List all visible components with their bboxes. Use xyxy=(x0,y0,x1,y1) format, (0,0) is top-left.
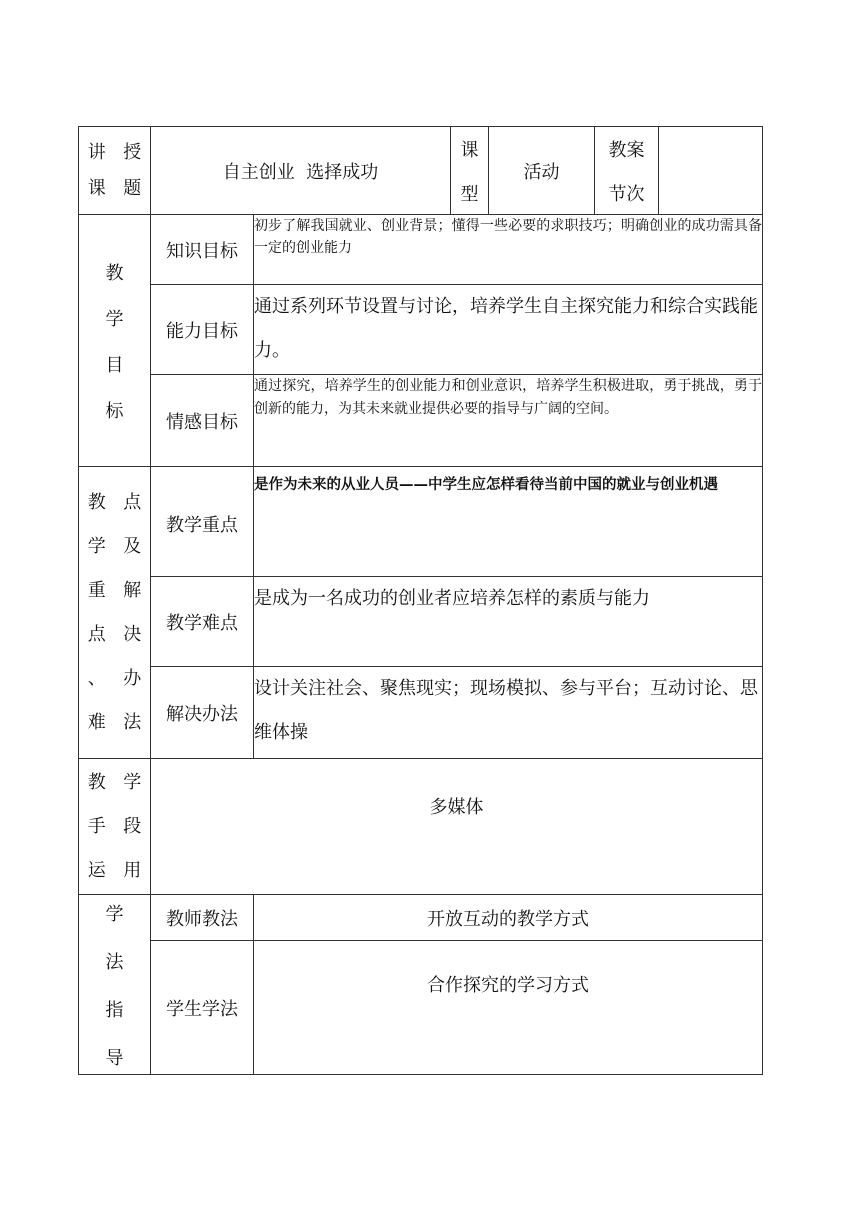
difficulty-text: 是成为一名成功的创业者应培养怎样的素质与能力 xyxy=(254,577,763,667)
session-value xyxy=(659,127,763,215)
means-value: 多媒体 xyxy=(151,759,763,895)
keypoint-row-solution xyxy=(79,667,763,759)
focus-text: 是作为未来的从业人员——中学生应怎样看待当前中国的就业与创业机遇 xyxy=(254,467,763,577)
session-label: 教案 节次 xyxy=(608,139,645,205)
means-row xyxy=(79,759,763,895)
objectives-section-label: 教 学 目 标 xyxy=(79,215,151,467)
solution-label: 解决办法 xyxy=(151,667,254,759)
ability-goal-label: 能力目标 xyxy=(151,285,254,375)
objective-row-ability xyxy=(79,285,763,375)
topic-value: 自主创业 选择成功 xyxy=(151,127,451,215)
knowledge-goal-text: 初步了解我国就业、创业背景；懂得一些必要的求职技巧；明确创业的成功需具备一定的创业能力 xyxy=(254,215,763,285)
teacher-method-label: 教师教法 xyxy=(151,895,254,941)
type-value: 活动 xyxy=(489,127,595,215)
lesson-plan-table xyxy=(78,126,763,1075)
objective-row-knowledge xyxy=(79,215,763,285)
student-method-text: 合作探究的学习方式 xyxy=(254,941,763,1075)
guidance-section-label: 学 法 指 导 xyxy=(79,895,151,1075)
type-label: 课 型 xyxy=(460,139,479,205)
type-label-cell xyxy=(451,127,489,215)
difficulty-label: 教学难点 xyxy=(151,577,254,667)
topic-label-cell xyxy=(79,127,151,215)
teacher-method-text: 开放互动的教学方式 xyxy=(254,895,763,941)
objective-row-emotion xyxy=(79,375,763,467)
keypoints-section-label: 教 点 学 及 重 解 点 决 、 办 难 法 xyxy=(79,467,151,759)
focus-label: 教学重点 xyxy=(151,467,254,577)
ability-goal-text: 通过系列环节设置与讨论，培养学生自主探究能力和综合实践能力。 xyxy=(254,285,763,375)
topic-label: 讲 授 课 题 xyxy=(87,141,142,199)
emotion-goal-label: 情感目标 xyxy=(151,375,254,467)
guidance-row-student xyxy=(79,941,763,1075)
student-method-label: 学生学法 xyxy=(151,941,254,1075)
session-label-cell xyxy=(595,127,659,215)
header-row xyxy=(79,127,763,215)
keypoint-row-difficulty xyxy=(79,577,763,667)
means-section-label: 教 学 手 段 运 用 xyxy=(79,759,151,895)
knowledge-goal-label: 知识目标 xyxy=(151,215,254,285)
keypoint-row-focus xyxy=(79,467,763,577)
guidance-row-teacher xyxy=(79,895,763,941)
emotion-goal-text: 通过探究，培养学生的创业能力和创业意识，培养学生积极进取，勇于挑战，勇于创新的能力，为其未来就业提供必要的指导与广阔的空间。 xyxy=(254,375,763,467)
solution-text: 设计关注社会、聚焦现实；现场模拟、参与平台；互动讨论、思维体操 xyxy=(254,667,763,759)
